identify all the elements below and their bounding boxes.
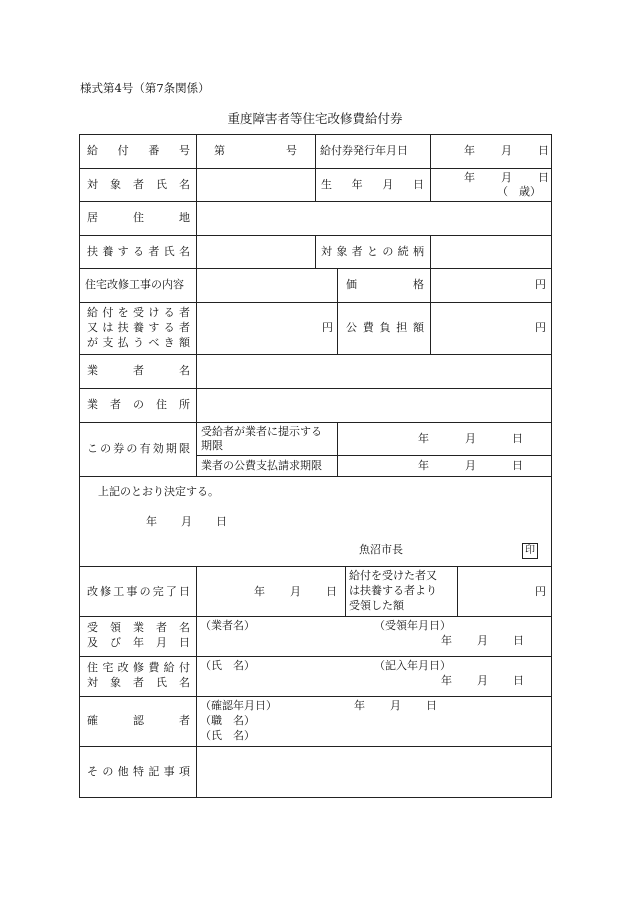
- recipient-date-field: （記入年月日）: [374, 659, 451, 672]
- payer-amount-unit: 円: [322, 321, 333, 334]
- form-number: 様式第4号（第7条関係）: [80, 81, 210, 95]
- column-divider: [345, 566, 346, 616]
- validity-row1-tsuki: 月: [465, 432, 476, 445]
- row-divider: [79, 616, 552, 617]
- label-confirmation: 確認者: [87, 714, 190, 727]
- column-divider: [457, 566, 458, 616]
- birth-hi: 日: [538, 171, 549, 184]
- label-remarks: その他特記事項: [87, 765, 190, 778]
- label-recipient-1: 住宅改修費給付: [87, 661, 190, 674]
- confirmation-tsuki: 月: [390, 699, 401, 712]
- row-divider: [79, 201, 552, 202]
- receipt-date-field: （受領年月日）: [374, 619, 451, 632]
- birth-age: （ 歳）: [497, 185, 541, 198]
- label-contractor-address: 業者の住所: [87, 398, 190, 411]
- public-burden-unit: 円: [535, 321, 546, 334]
- receipt-tsuki: 月: [477, 634, 488, 647]
- label-payer-amount-2: 又は扶養する者: [87, 321, 190, 334]
- label-public-burden: 公費負担額: [346, 321, 424, 334]
- label-work-content: 住宅改修工事の内容: [85, 278, 184, 291]
- column-divider: [315, 168, 316, 201]
- label-subject-name: 対象者氏名: [87, 178, 190, 191]
- price-unit: 円: [535, 278, 546, 291]
- mayor-name: 魚沼市長: [359, 543, 403, 556]
- received-label-1: 給付を受けた者又: [349, 569, 437, 582]
- received-label-3: 受領した額: [349, 599, 404, 612]
- label-price: 価格: [346, 278, 424, 291]
- page-title: 重度障害者等住宅改修費給付券: [227, 111, 403, 126]
- column-divider: [315, 235, 316, 268]
- label-issue-date: 給付券発行年月日: [320, 144, 408, 157]
- row-divider: [79, 388, 552, 389]
- recipient-nen: 年: [441, 674, 452, 687]
- row-divider: [79, 696, 552, 697]
- column-divider: [315, 134, 316, 168]
- ticket-go: 号: [286, 144, 297, 157]
- label-birth-date: 生年月日: [321, 178, 424, 191]
- recipient-hi: 日: [513, 674, 524, 687]
- column-divider: [430, 134, 431, 168]
- row-divider: [196, 455, 552, 456]
- label-recipient-2: 対象者氏名: [87, 676, 190, 689]
- row-divider: [79, 656, 552, 657]
- row-divider: [79, 476, 552, 477]
- label-relationship: 対象者との続柄: [321, 245, 424, 258]
- seal-mark: 印: [522, 543, 538, 559]
- confirmation-name-field: （氏 名）: [200, 729, 255, 742]
- label-supporter-name: 扶養する者氏名: [87, 245, 190, 258]
- row-divider: [79, 746, 552, 747]
- birth-tsuki: 月: [501, 171, 512, 184]
- row-divider: [79, 302, 552, 303]
- column-divider: [196, 134, 197, 476]
- row-divider: [79, 566, 552, 567]
- label-address: 居住地: [87, 211, 190, 224]
- row-divider: [79, 354, 552, 355]
- label-contractor: 業者名: [87, 364, 190, 377]
- column-divider: [337, 268, 338, 354]
- label-payer-amount-3: が支払うべき額: [87, 336, 190, 349]
- decision-hi: 日: [216, 515, 227, 528]
- label-completion: 改修工事の完了日: [87, 585, 190, 598]
- issue-tsuki: 月: [501, 144, 512, 157]
- recipient-name-field: （氏 名）: [200, 659, 255, 672]
- received-unit: 円: [535, 585, 546, 598]
- label-payer-amount-1: 給付を受ける者: [87, 306, 190, 319]
- validity-row1-label-2: 期限: [201, 439, 223, 452]
- decision-tsuki: 月: [181, 515, 192, 528]
- label-validity: この券の有効期限: [87, 442, 190, 455]
- column-divider: [196, 566, 197, 798]
- ticket-dai: 第: [214, 144, 225, 157]
- completion-hi: 日: [326, 585, 337, 598]
- label-receipt-1: 受領業者名: [87, 621, 190, 634]
- confirmation-date-field: （確認年月日）: [200, 699, 277, 712]
- recipient-tsuki: 月: [477, 674, 488, 687]
- receipt-hi: 日: [513, 634, 524, 647]
- birth-nen: 年: [464, 171, 475, 184]
- received-label-2: は扶養する者より: [349, 584, 437, 597]
- decision-text: 上記のとおり決定する。: [98, 485, 219, 498]
- completion-nen: 年: [254, 585, 265, 598]
- column-divider: [337, 422, 338, 476]
- validity-row1-label-1: 受給者が業者に提示する: [201, 425, 322, 438]
- label-ticket-number: 給付番号: [87, 144, 190, 157]
- completion-tsuki: 月: [290, 585, 301, 598]
- validity-row2-hi: 日: [512, 459, 523, 472]
- validity-row1-hi: 日: [512, 432, 523, 445]
- validity-row2-label: 業者の公費支払請求期限: [201, 459, 322, 472]
- validity-row2-tsuki: 月: [465, 459, 476, 472]
- confirmation-nen: 年: [354, 699, 365, 712]
- issue-hi: 日: [538, 144, 549, 157]
- label-receipt-2: 及び年月日: [87, 636, 190, 649]
- validity-row2-nen: 年: [418, 459, 429, 472]
- column-divider: [430, 268, 431, 354]
- column-divider: [430, 168, 431, 201]
- decision-nen: 年: [146, 515, 157, 528]
- receipt-contractor-field: （業者名）: [200, 619, 255, 632]
- issue-nen: 年: [464, 144, 475, 157]
- row-divider: [79, 268, 552, 269]
- column-divider: [430, 235, 431, 268]
- confirmation-post-field: （職 名）: [200, 714, 255, 727]
- row-divider: [79, 422, 552, 423]
- confirmation-hi: 日: [426, 699, 437, 712]
- receipt-nen: 年: [441, 634, 452, 647]
- validity-row1-nen: 年: [418, 432, 429, 445]
